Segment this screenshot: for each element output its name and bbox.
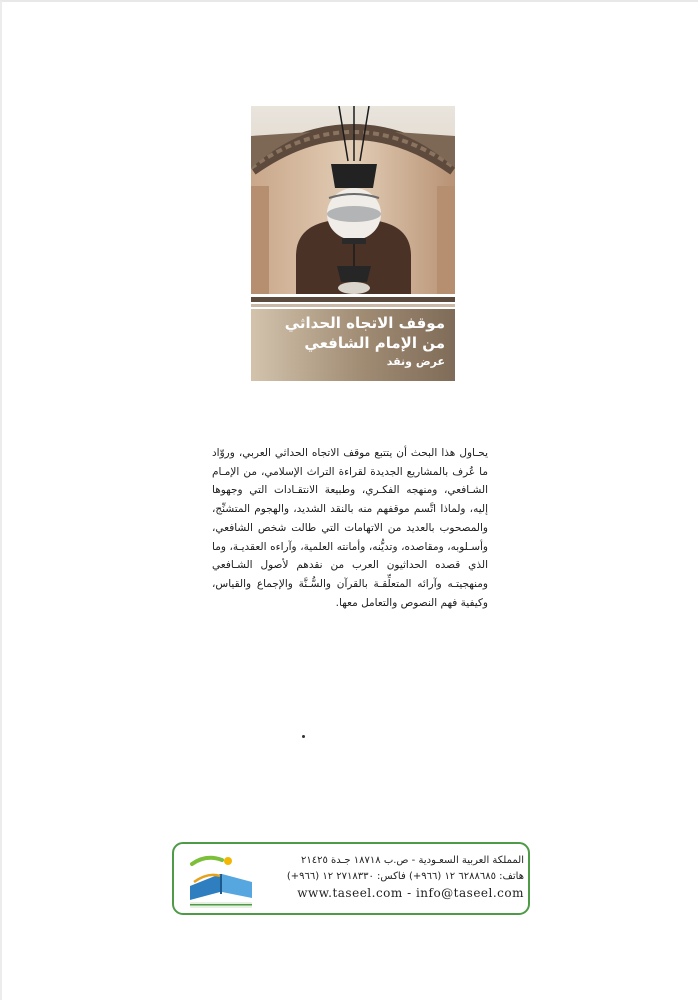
- cover-title-line1: موقف الاتجاه الحداثي: [284, 314, 445, 332]
- cover-divider: [251, 297, 455, 302]
- cover-title-line2: من الإمام الشافعي: [304, 334, 445, 352]
- cover-divider-light: [251, 304, 455, 307]
- publisher-website-email[interactable]: www.taseel.com - info@taseel.com: [297, 886, 524, 900]
- stray-dot: [302, 735, 305, 738]
- book-cover-thumbnail: [251, 106, 455, 381]
- taseel-center-logo: [184, 852, 258, 910]
- publisher-contact: [272, 853, 524, 902]
- publisher-address: المملكة العربية السعـودية - ص.ب ١٨٧١٨ جـدة ٢١٤٢٥: [300, 855, 524, 866]
- back-cover-blurb: يحـاول هذا البحث أن يتتبع موقف الاتجاه الحداثي العربي، وروّاد ما عُرف بالمشاريع الجديدة لقراءة التراث الإسلامي، من الإمـام الشـافعي، ومنهجه الفكـري، وطبيعة الانتقـادات التي وجهوها إليه، ولماذا اتَّسم موقفهم منه بالنقد الشديد، والهجوم المتشنِّج، والمصحوب بالعديد من الاتهامات التي طالت شخص الشافعي، وأسـلوبه، ومقاصده، وتديُّنه، وأمانته العلمية، وآراءه العقديـة، وما الذي قصده الحداثيون العرب من نقدهم لأصول الشـافعي ومنهجيتـه وآرائه المتعلِّقـة بالقرآن والسُّـنَّة والإجماع والقياس، وكيفية فهم النصوص والتعامل معها.: [212, 447, 488, 609]
- publisher-info-box: [172, 842, 530, 915]
- cover-subtitle: عرض ونقد: [386, 355, 445, 368]
- publisher-phones: هاتف: ٦٢٨٨٦٨٥ ١٢ (٩٦٦+) فاكس: ٢٧١٨٣٣٠ ١٢ (٩٦٦+): [286, 871, 524, 882]
- mosque-lantern-photo: [251, 106, 455, 294]
- cover-title-band: [251, 309, 455, 381]
